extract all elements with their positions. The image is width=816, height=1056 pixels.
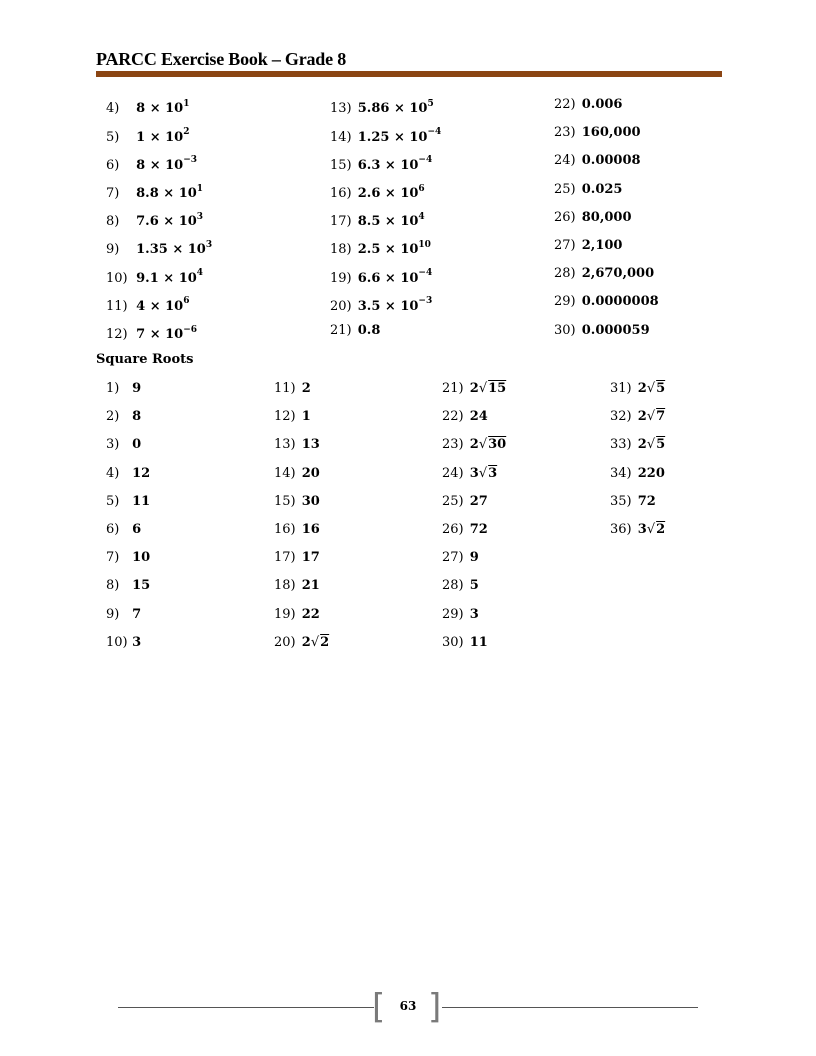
answer-value — [470, 381, 506, 396]
answer-value — [132, 494, 150, 509]
answer-mantissa: 2,100 — [581, 238, 623, 253]
radical-icon: √ — [646, 381, 656, 396]
answer-value — [302, 494, 320, 509]
answer-value — [132, 522, 141, 537]
answer-value — [470, 466, 497, 481]
item-number: 17) — [330, 214, 352, 230]
answer-item — [106, 124, 190, 146]
answer-item — [442, 493, 488, 511]
answer-mantissa: 2.5 × 10 — [357, 242, 419, 258]
item-number: 20) — [330, 298, 352, 314]
item-number: 30) — [554, 322, 576, 338]
item-number: 5) — [106, 129, 120, 145]
answer-value — [302, 635, 329, 650]
answer-coefficient: 21 — [301, 578, 320, 594]
answer-coefficient: 3 — [637, 522, 647, 537]
answer-item — [106, 237, 212, 259]
answer-value — [582, 294, 659, 309]
answer-item — [554, 96, 622, 114]
answer-item — [106, 380, 141, 398]
answer-item — [106, 293, 190, 315]
answer-item — [610, 408, 665, 426]
answer-value — [357, 268, 433, 286]
answer-item — [106, 493, 150, 511]
item-number: 12) — [106, 326, 128, 342]
item-number: 6) — [106, 157, 120, 173]
answer-value — [638, 437, 665, 452]
answer-item — [442, 465, 497, 483]
answer-item — [330, 322, 380, 340]
answer-value — [136, 101, 189, 116]
item-number: 35) — [610, 493, 632, 509]
item-number: 18) — [330, 242, 352, 258]
answer-value — [136, 183, 204, 201]
answer-value — [136, 242, 212, 257]
answer-value — [470, 550, 479, 565]
answer-value — [470, 607, 479, 622]
answer-exponent: 6 — [418, 183, 425, 194]
answer-value — [136, 155, 198, 173]
answer-value — [358, 323, 381, 338]
answer-item — [442, 634, 488, 652]
item-number: 10) — [106, 270, 128, 286]
answer-coefficient: 7 — [132, 606, 142, 622]
answer-mantissa: 6.6 × 10 — [357, 270, 419, 286]
item-number: 7) — [106, 550, 120, 566]
answer-exponent: −3 — [183, 155, 198, 166]
answer-item — [554, 237, 622, 255]
item-number: 22) — [554, 97, 576, 112]
answer-exponent: 1 — [183, 99, 190, 109]
answer-value — [136, 296, 190, 314]
answer-item — [554, 181, 622, 199]
answer-item — [274, 493, 320, 511]
answer-coefficient: 2 — [301, 381, 311, 396]
item-number: 4) — [106, 101, 120, 117]
answer-exponent: 3 — [196, 211, 204, 222]
answer-coefficient: 2 — [301, 634, 311, 650]
answer-item — [610, 521, 665, 539]
answer-mantissa: 6.3 × 10 — [357, 157, 419, 173]
answer-item — [106, 549, 150, 567]
answer-item — [274, 465, 320, 483]
item-number: 16) — [274, 522, 296, 537]
answer-value — [638, 494, 656, 509]
answer-item — [106, 436, 141, 454]
answer-mantissa: 8.8 × 10 — [136, 185, 197, 201]
answer-exponent: 1 — [196, 183, 204, 194]
item-number: 17) — [274, 550, 296, 566]
answer-item — [106, 152, 197, 174]
answer-item — [274, 408, 311, 426]
item-number: 15) — [330, 157, 352, 173]
answer-exponent: −6 — [183, 324, 198, 335]
item-number: 16) — [330, 185, 352, 201]
item-number: 25) — [442, 493, 464, 509]
item-number: 15) — [274, 493, 296, 509]
answer-item — [330, 96, 434, 118]
item-number: 20) — [274, 634, 296, 650]
answer-coefficient: 16 — [301, 522, 320, 537]
answer-value — [582, 238, 623, 253]
answer-mantissa: 2.6 × 10 — [357, 185, 419, 201]
answer-mantissa: 8.5 × 10 — [357, 214, 419, 230]
answer-item — [330, 265, 432, 287]
item-number: 11) — [106, 298, 128, 314]
answer-value — [358, 242, 431, 257]
answer-value — [582, 323, 650, 338]
answer-coefficient: 1 — [301, 409, 311, 425]
answer-coefficient: 20 — [301, 465, 320, 481]
answer-coefficient: 12 — [132, 465, 151, 481]
answer-coefficient: 2 — [637, 437, 647, 453]
answer-item — [330, 293, 432, 315]
answer-value — [132, 607, 141, 622]
item-number: 26) — [442, 522, 464, 537]
item-number: 3) — [106, 437, 120, 453]
answer-radicand: 15 — [488, 381, 507, 396]
answer-coefficient: 3 — [469, 465, 479, 481]
answer-exponent: 3 — [205, 240, 213, 250]
item-number: 9) — [106, 242, 120, 258]
answer-mantissa: 0.000059 — [581, 322, 650, 338]
item-number: 19) — [274, 606, 296, 622]
answer-coefficient: 30 — [301, 493, 320, 509]
answer-exponent: 4 — [418, 211, 425, 222]
radical-icon: √ — [646, 437, 656, 453]
answer-coefficient: 22 — [301, 606, 320, 622]
answer-item — [274, 521, 320, 539]
answer-mantissa: 0.006 — [581, 97, 623, 112]
answer-item — [274, 577, 320, 595]
answer-coefficient: 10 — [132, 550, 151, 566]
answer-value — [582, 210, 632, 225]
item-number: 36) — [610, 522, 632, 537]
answer-item — [554, 265, 654, 283]
item-number: 26) — [554, 209, 576, 225]
item-number: 31) — [610, 381, 632, 396]
answer-radicand: 2 — [656, 522, 666, 537]
answer-radicand: 3 — [488, 465, 498, 481]
answer-mantissa: 7.6 × 10 — [136, 214, 197, 230]
item-number: 9) — [106, 606, 120, 622]
item-number: 32) — [610, 409, 632, 425]
answer-item — [610, 380, 665, 398]
item-number: 2) — [106, 409, 120, 425]
item-number: 8) — [106, 214, 120, 230]
answer-mantissa: 160,000 — [581, 125, 641, 141]
answer-item — [274, 549, 320, 567]
item-number: 6) — [106, 522, 120, 537]
answer-value — [132, 381, 141, 396]
item-number: 4) — [106, 465, 120, 481]
item-number: 27) — [442, 550, 464, 566]
answer-coefficient: 3 — [132, 634, 142, 650]
radical-icon: √ — [478, 465, 488, 481]
answer-item — [554, 152, 641, 170]
answer-coefficient: 3 — [469, 606, 479, 622]
left-bracket-icon: [ — [372, 987, 386, 1027]
answer-mantissa: 8 × 10 — [136, 157, 184, 173]
answer-item — [330, 181, 425, 203]
answer-item — [274, 380, 311, 398]
answer-coefficient: 0 — [132, 437, 142, 453]
answer-mantissa: 9.1 × 10 — [136, 270, 197, 286]
item-number: 23) — [442, 437, 464, 453]
answer-coefficient: 2 — [637, 381, 647, 396]
answer-item — [554, 209, 632, 227]
answer-mantissa: 4 × 10 — [136, 298, 184, 314]
answer-item — [554, 124, 641, 142]
item-number: 7) — [106, 185, 120, 201]
answer-coefficient: 11 — [132, 493, 151, 509]
answer-value — [470, 522, 488, 537]
item-number: 25) — [554, 181, 576, 197]
answer-value — [638, 381, 665, 396]
radical-icon: √ — [310, 634, 320, 650]
answer-value — [302, 607, 320, 622]
answer-coefficient: 72 — [637, 493, 656, 509]
item-number: 24) — [554, 153, 576, 169]
answer-coefficient: 72 — [469, 522, 488, 537]
answer-value — [132, 578, 150, 593]
item-number: 13) — [330, 101, 352, 117]
header-rule — [96, 71, 722, 77]
answer-value — [132, 409, 141, 424]
answer-value — [470, 578, 479, 593]
answer-item — [610, 465, 665, 483]
answer-exponent: −4 — [418, 155, 433, 166]
answer-exponent: 2 — [183, 127, 190, 138]
answer-mantissa: 3.5 × 10 — [357, 298, 419, 314]
answer-mantissa: 5.86 × 10 — [357, 101, 428, 117]
answer-item — [106, 577, 150, 595]
answer-radicand: 5 — [656, 381, 666, 396]
answer-value — [357, 211, 425, 230]
answer-coefficient: 6 — [132, 522, 142, 537]
answer-value — [136, 324, 198, 342]
answer-item — [442, 436, 506, 454]
radical-icon: √ — [646, 522, 656, 537]
item-number: 18) — [274, 578, 296, 594]
answer-mantissa: 2,670,000 — [581, 266, 655, 282]
answer-value — [136, 211, 204, 230]
answer-value — [470, 437, 506, 452]
answer-item — [554, 293, 659, 311]
answer-exponent: −4 — [418, 268, 433, 279]
answer-value — [358, 101, 434, 116]
answer-value — [357, 183, 425, 201]
answer-item — [330, 209, 425, 231]
answer-value — [582, 153, 641, 168]
answer-value — [638, 409, 665, 424]
answer-value — [132, 635, 141, 650]
answer-mantissa: 1 × 10 — [136, 129, 184, 145]
answer-value — [470, 409, 488, 424]
answer-item — [442, 408, 488, 426]
answer-value — [357, 127, 442, 145]
page-header-title: PARCC Exercise Book – Grade 8 — [96, 49, 347, 69]
answer-exponent: 5 — [427, 99, 434, 109]
page-number: 63 — [399, 999, 417, 1013]
answer-exponent: 10 — [418, 240, 431, 250]
item-number: 29) — [554, 294, 576, 310]
answer-value — [582, 97, 623, 112]
answer-exponent: −3 — [418, 296, 433, 307]
answer-mantissa: 1.35 × 10 — [136, 242, 206, 258]
answer-value — [582, 125, 641, 140]
answer-item — [330, 237, 431, 259]
item-number: 29) — [442, 606, 464, 622]
answer-value — [302, 550, 320, 565]
answer-exponent: −4 — [427, 127, 442, 138]
answer-value — [302, 437, 320, 452]
right-bracket-icon: ] — [428, 987, 442, 1027]
item-number: 5) — [106, 493, 120, 509]
answer-coefficient: 5 — [469, 578, 479, 594]
answer-radicand: 5 — [656, 437, 666, 453]
answer-item — [106, 408, 141, 426]
answer-coefficient: 8 — [132, 409, 142, 425]
answer-item — [330, 152, 432, 174]
answer-mantissa: 0.8 — [357, 322, 381, 338]
answer-exponent: 4 — [196, 268, 204, 279]
item-number: 1) — [106, 381, 120, 396]
item-number: 33) — [610, 437, 632, 453]
answer-value — [638, 466, 665, 481]
answer-item — [106, 606, 141, 624]
answer-coefficient: 2 — [637, 409, 647, 425]
answer-exponent: 6 — [183, 296, 190, 307]
item-number: 28) — [442, 578, 464, 594]
answer-value — [470, 494, 488, 509]
answer-mantissa: 80,000 — [581, 209, 632, 225]
footer-rule-right — [442, 1007, 698, 1008]
item-number: 14) — [274, 465, 296, 481]
answer-item — [442, 606, 479, 624]
answer-value — [132, 466, 150, 481]
item-number: 23) — [554, 125, 576, 141]
answer-item — [106, 521, 141, 539]
radical-icon: √ — [478, 381, 488, 396]
answer-item — [442, 521, 488, 539]
answer-mantissa: 0.0000008 — [581, 294, 659, 310]
answer-item — [106, 465, 150, 483]
answer-value — [302, 409, 311, 424]
item-number: 30) — [442, 634, 464, 650]
answer-radicand: 2 — [320, 634, 330, 650]
answer-mantissa: 0.00008 — [581, 153, 641, 169]
answer-mantissa: 7 × 10 — [136, 326, 184, 342]
answer-mantissa: 0.025 — [581, 181, 623, 197]
answer-item — [554, 322, 650, 340]
item-number: 8) — [106, 578, 120, 594]
answer-value — [357, 155, 433, 173]
answer-item — [274, 606, 320, 624]
item-number: 27) — [554, 238, 576, 253]
answer-item — [106, 634, 141, 652]
answer-value — [136, 127, 190, 145]
answer-value — [132, 550, 150, 565]
answer-value — [470, 635, 488, 650]
answer-radicand: 7 — [656, 409, 666, 425]
item-number: 11) — [274, 381, 296, 396]
footer-rule-left — [118, 1007, 374, 1008]
answer-value — [132, 437, 141, 452]
answer-coefficient: 27 — [469, 493, 488, 509]
answer-value — [302, 381, 311, 396]
answer-value — [302, 466, 320, 481]
answer-coefficient: 11 — [469, 634, 488, 650]
item-number: 24) — [442, 465, 464, 481]
answer-coefficient: 24 — [469, 409, 488, 425]
answer-coefficient: 17 — [301, 550, 320, 566]
answer-value — [357, 296, 433, 314]
item-number: 21) — [442, 381, 464, 396]
answer-item — [106, 209, 203, 231]
answer-value — [582, 182, 623, 197]
item-number: 19) — [330, 270, 352, 286]
answer-coefficient: 13 — [301, 437, 320, 453]
item-number: 12) — [274, 409, 296, 425]
item-number: 28) — [554, 266, 576, 282]
answer-coefficient: 220 — [637, 465, 665, 481]
answer-coefficient: 15 — [132, 578, 151, 594]
answer-item — [274, 634, 329, 652]
answer-item — [442, 577, 479, 595]
answer-value — [638, 522, 665, 537]
answer-coefficient: 9 — [469, 550, 479, 566]
radical-icon: √ — [646, 409, 656, 425]
answer-item — [106, 96, 190, 118]
answer-mantissa: 8 × 10 — [136, 101, 184, 117]
answer-item — [442, 549, 479, 567]
answer-item — [330, 124, 441, 146]
item-number: 10) — [106, 634, 128, 650]
answer-item — [106, 181, 203, 203]
answer-value — [302, 578, 320, 593]
answer-mantissa: 1.25 × 10 — [357, 129, 428, 145]
answer-coefficient: 2 — [469, 381, 479, 396]
answer-value — [302, 522, 320, 537]
item-number: 14) — [330, 129, 352, 145]
answer-item — [274, 436, 320, 454]
answer-value — [582, 266, 654, 281]
radical-icon: √ — [478, 437, 488, 453]
answer-coefficient: 9 — [132, 381, 142, 396]
answer-item — [610, 493, 656, 511]
answer-item — [106, 265, 203, 287]
answer-value — [136, 268, 204, 286]
section-title-square-roots: Square Roots — [96, 352, 194, 367]
item-number: 13) — [274, 437, 296, 453]
answer-item — [442, 380, 506, 398]
answer-coefficient: 2 — [469, 437, 479, 453]
item-number: 22) — [442, 409, 464, 425]
item-number: 21) — [330, 322, 352, 338]
answer-item — [106, 322, 197, 344]
answer-radicand: 30 — [488, 437, 507, 453]
answer-item — [610, 436, 665, 454]
item-number: 34) — [610, 465, 632, 481]
